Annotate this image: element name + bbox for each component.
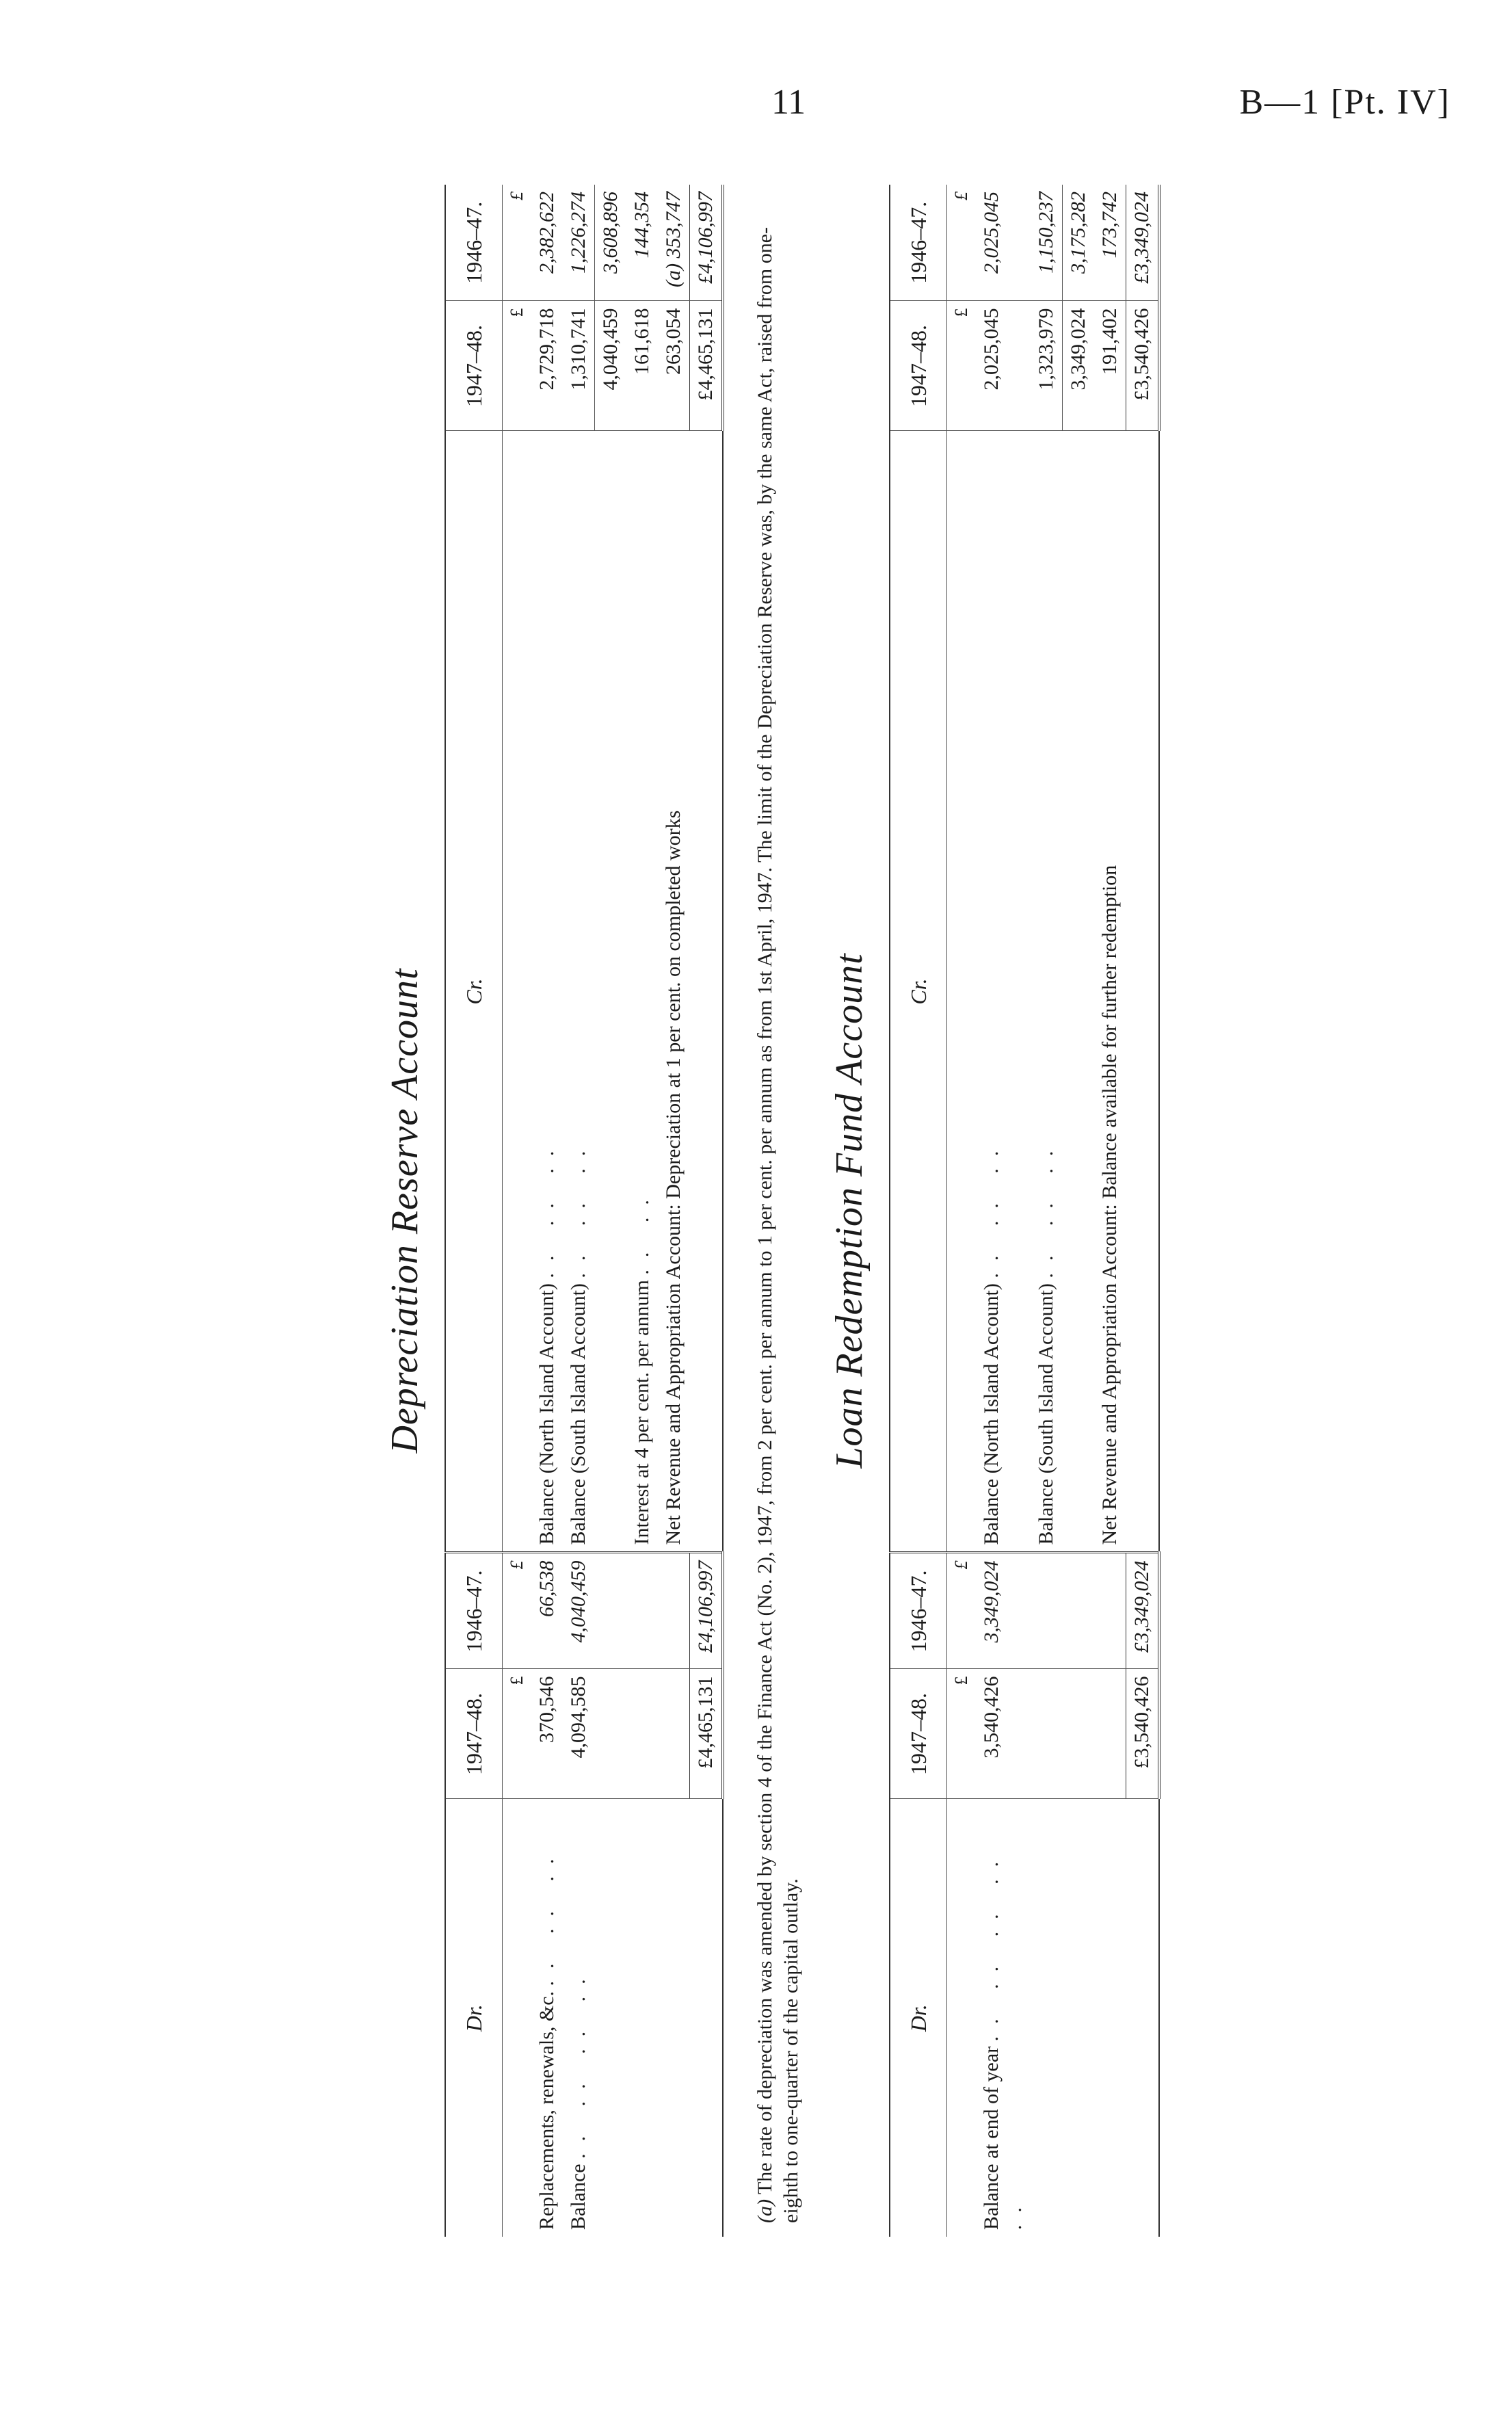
col-1946-47: 1946–47. [890,185,947,301]
cr-item: Net Revenue and Appropriation Account: Balance available for further redemption [1094,431,1126,1553]
cr-total-1946: £3,349,024 [1126,185,1160,301]
dr-total-1946: £4,106,997 [690,1553,724,1669]
cr-item: Balance (South Island Account) .. .. .. [563,431,595,1553]
cr-total-1947: £3,540,426 [1126,301,1160,431]
pound-sign: £ [503,1553,532,1669]
loan-redemption-table [889,185,1160,2237]
cr-subtotal-1947: 3,349,024 [1063,301,1095,431]
cr-value-1946: 173,742 [1094,185,1126,301]
table-row [531,185,563,2237]
loan-header-row [890,185,947,2237]
cr-label: Cr. [890,431,947,1553]
col-1946-47: 1946–47. [890,1553,947,1669]
page-number: 11 [771,83,806,122]
cr-item: Balance (North Island Account) .. .. .. [976,431,1031,1553]
cr-subtotal-1946: 3,175,282 [1063,185,1095,301]
dr-item: Replacements, renewals, &c. .. .. .. [535,1846,558,2230]
col-1947-48: 1947–48. [445,1669,503,1799]
col-1947-48: 1947–48. [445,301,503,431]
dr-value-1947: 370,546 [531,1669,563,1799]
pound-row [947,185,977,2237]
dr-value-1946: 3,349,024 [976,1553,1031,1669]
table-row [563,185,595,2237]
table-row [1063,185,1095,2237]
dr-label: Dr. [445,1799,503,2237]
totals-row [1126,185,1160,2237]
cr-subtotal-1946: 3,608,896 [595,185,627,301]
table-row [976,185,1031,2237]
cr-subtotal-1947: 4,040,459 [595,301,627,431]
cr-value-1947: 161,618 [626,301,658,431]
col-1946-47: 1946–47. [445,1553,503,1669]
cr-value-1946: 1,150,237 [1031,185,1063,301]
depreciation-header-row [445,185,503,2237]
cr-item: Balance (South Island Account) .. .. .. [1031,431,1063,1553]
rotated-content [383,185,1204,2237]
cr-total-1946: £4,106,997 [690,185,724,301]
pound-sign: £ [503,301,532,431]
cr-value-1946: 144,354 [626,185,658,301]
page-header [0,82,1512,137]
document-reference: B—1 [Pt. IV] [1239,83,1450,122]
pound-sign: £ [947,1669,977,1799]
cr-item: Net Revenue and Appropriation Account: Depreciation at 1 per cent. on completed works [658,431,690,1553]
dr-total-1947: £3,540,426 [1126,1669,1160,1799]
depreciation-table [445,185,724,2237]
dr-item: Balance .. .. .. .. [567,1967,589,2230]
pound-sign: £ [947,185,977,301]
pound-row [503,185,532,2237]
pound-sign: £ [947,301,977,431]
table-row [626,185,658,2237]
cr-value-1947: 2,729,718 [531,301,563,431]
cr-item: Interest at 4 per cent. per annum .. .. [626,431,658,1553]
totals-row [690,185,724,2237]
dr-value-1947: 4,094,585 [563,1669,595,1799]
table-row [1031,185,1063,2237]
cr-value-1946: 2,382,622 [531,185,563,301]
table-row [595,185,627,2237]
table-row [1094,185,1126,2237]
cr-value-1947: 2,025,045 [976,301,1031,431]
cr-value-1947: 1,310,741 [563,301,595,431]
col-1947-48: 1947–48. [890,1669,947,1799]
pound-sign: £ [503,1669,532,1799]
loan-redemption-title: Loan Redemption Fund Account [828,953,871,1469]
cr-value-1946: 1,226,274 [563,185,595,301]
cr-value-1946: (a) 353,747 [658,185,690,301]
footnote-marker: (a) [754,2199,776,2223]
pound-sign: £ [947,1553,977,1669]
dr-value-1946: 4,040,459 [563,1553,595,1669]
cr-item: Balance (North Island Account) .. .. .. [531,431,563,1553]
col-1947-48: 1947–48. [890,301,947,431]
table-row [658,185,690,2237]
cr-value-1947: 1,323,979 [1031,301,1063,431]
dr-value-1947: 3,540,426 [976,1669,1031,1799]
cr-item [1063,431,1095,1553]
dr-total-1946: £3,349,024 [1126,1553,1160,1669]
dr-label: Dr. [890,1799,947,2237]
pound-sign: £ [503,185,532,301]
dr-item: Balance at end of year .. .. .. .. .. [980,1849,1026,2230]
depreciation-title: Depreciation Reserve Account [384,968,426,1454]
footnote [752,198,804,2223]
cr-label: Cr. [445,431,503,1553]
cr-value-1946: 2,025,045 [976,185,1031,301]
col-1946-47: 1946–47. [445,185,503,301]
cr-value-1947: 191,402 [1094,301,1126,431]
cr-value-1947: 263,054 [658,301,690,431]
cr-item [595,431,627,1553]
cr-total-1947: £4,465,131 [690,301,724,431]
footnote-text: The rate of depreciation was amended by section 4 of the Finance Act (No. 2), 1947, from 2 per cent. per annum to 1 per cent. per annum as from 1st April, 1947. The limit of the Depreciation Reserve was, by the same Act, raised from one-eighth to one-quarter of the capital outlay. [754,226,802,2223]
dr-value-1946: 66,538 [531,1553,563,1669]
dr-total-1947: £4,465,131 [690,1669,724,1799]
